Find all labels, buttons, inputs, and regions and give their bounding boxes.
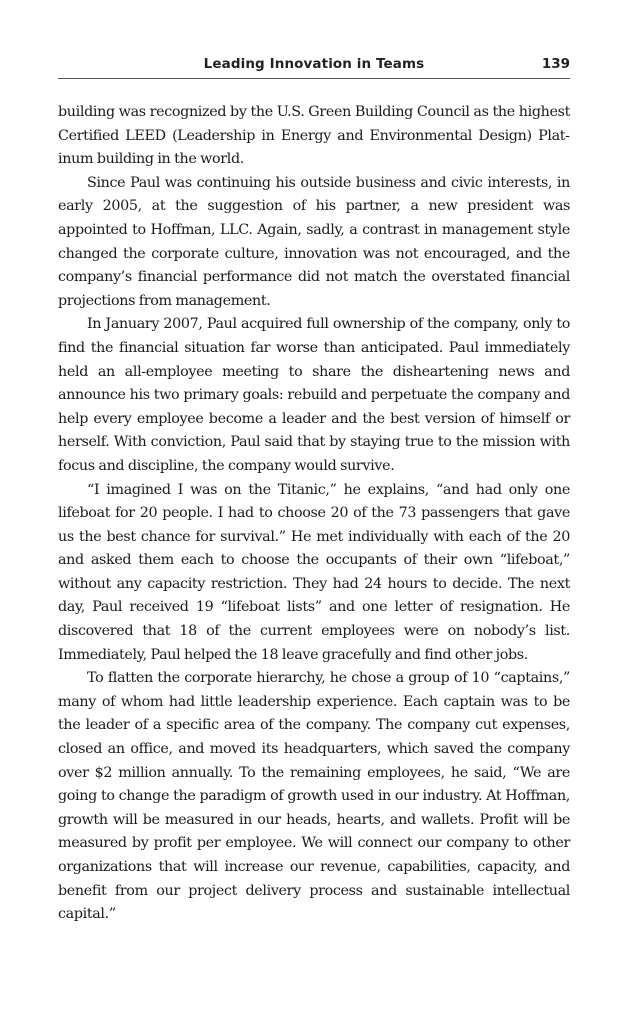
paragraph-captains: To flatten the corporate hierarchy, he chose a group of 10 “captains,” many of whom had little leadership experience. Each captain was to be the leader of a specific area of the company. The company cut expenses, closed an office, and moved its headquarters, which saved the company over $2 million annually. To the remaining employees, he said, “We are going to change the paradigm of growth used in our industry. At Hoffman, growth will be measured in our heads, hearts, and wallets. Profit will be measured by profit per employee. We will connect our company to other organizations that will increase our revenue, capabilities, capacity, and benefit from our project delivery process and sustainable intellectual capital.” [58, 670, 570, 923]
body-text [58, 101, 570, 927]
paragraph-continuation: building was recognized by the U.S. Green Building Council as the highest Certified LEED (Leadership in Energy and Environmental Design) Platinum building in the world. [58, 104, 570, 168]
chapter-title: Leading Innovation in Teams [203, 56, 425, 72]
paragraph-titanic-quote: “I imagined I was on the Titanic,” he explains, “and had only one lifeboat for 20 people. I had to choose 20 of the 73 passengers that gave us the best chance for survival.” He met individually with each of the 20 and asked them each to choose the occupants of their own “lifeboat,” without any capacity restriction. They had 24 hours to decide. The next day, Paul received 19 “lifeboat lists” and one letter of resignation. He discovered that 18 of the current employees were on nobody’s list. Immediately, Paul helped the 18 leave gracefully and find other jobs. [58, 481, 570, 663]
paragraph-new-president: Since Paul was continuing his outside business and civic interests, in early 2005, at the suggestion of his partner, a new president was appointed to Hoffman, LLC. Again, sadly, a contrast in management style changed the corporate culture, innovation was not encouraged, and the company’s financial performance did not match the overstated financial projections from management. [58, 174, 570, 309]
page-number: 139 [541, 56, 570, 72]
paragraph-full-ownership: In January 2007, Paul acquired full ownership of the company, only to find the financial situation far worse than anticipated. Paul immediately held an all-employee meeting to share the disheartening news and announce his two primary goals: rebuild and perpetuate the company and help every employee become a leader and the best version of himself or herself. With conviction, Paul said that by staying true to the mission with focus and discipline, the company would survive. [58, 316, 570, 474]
book-page [58, 0, 570, 1024]
running-header [58, 54, 570, 79]
